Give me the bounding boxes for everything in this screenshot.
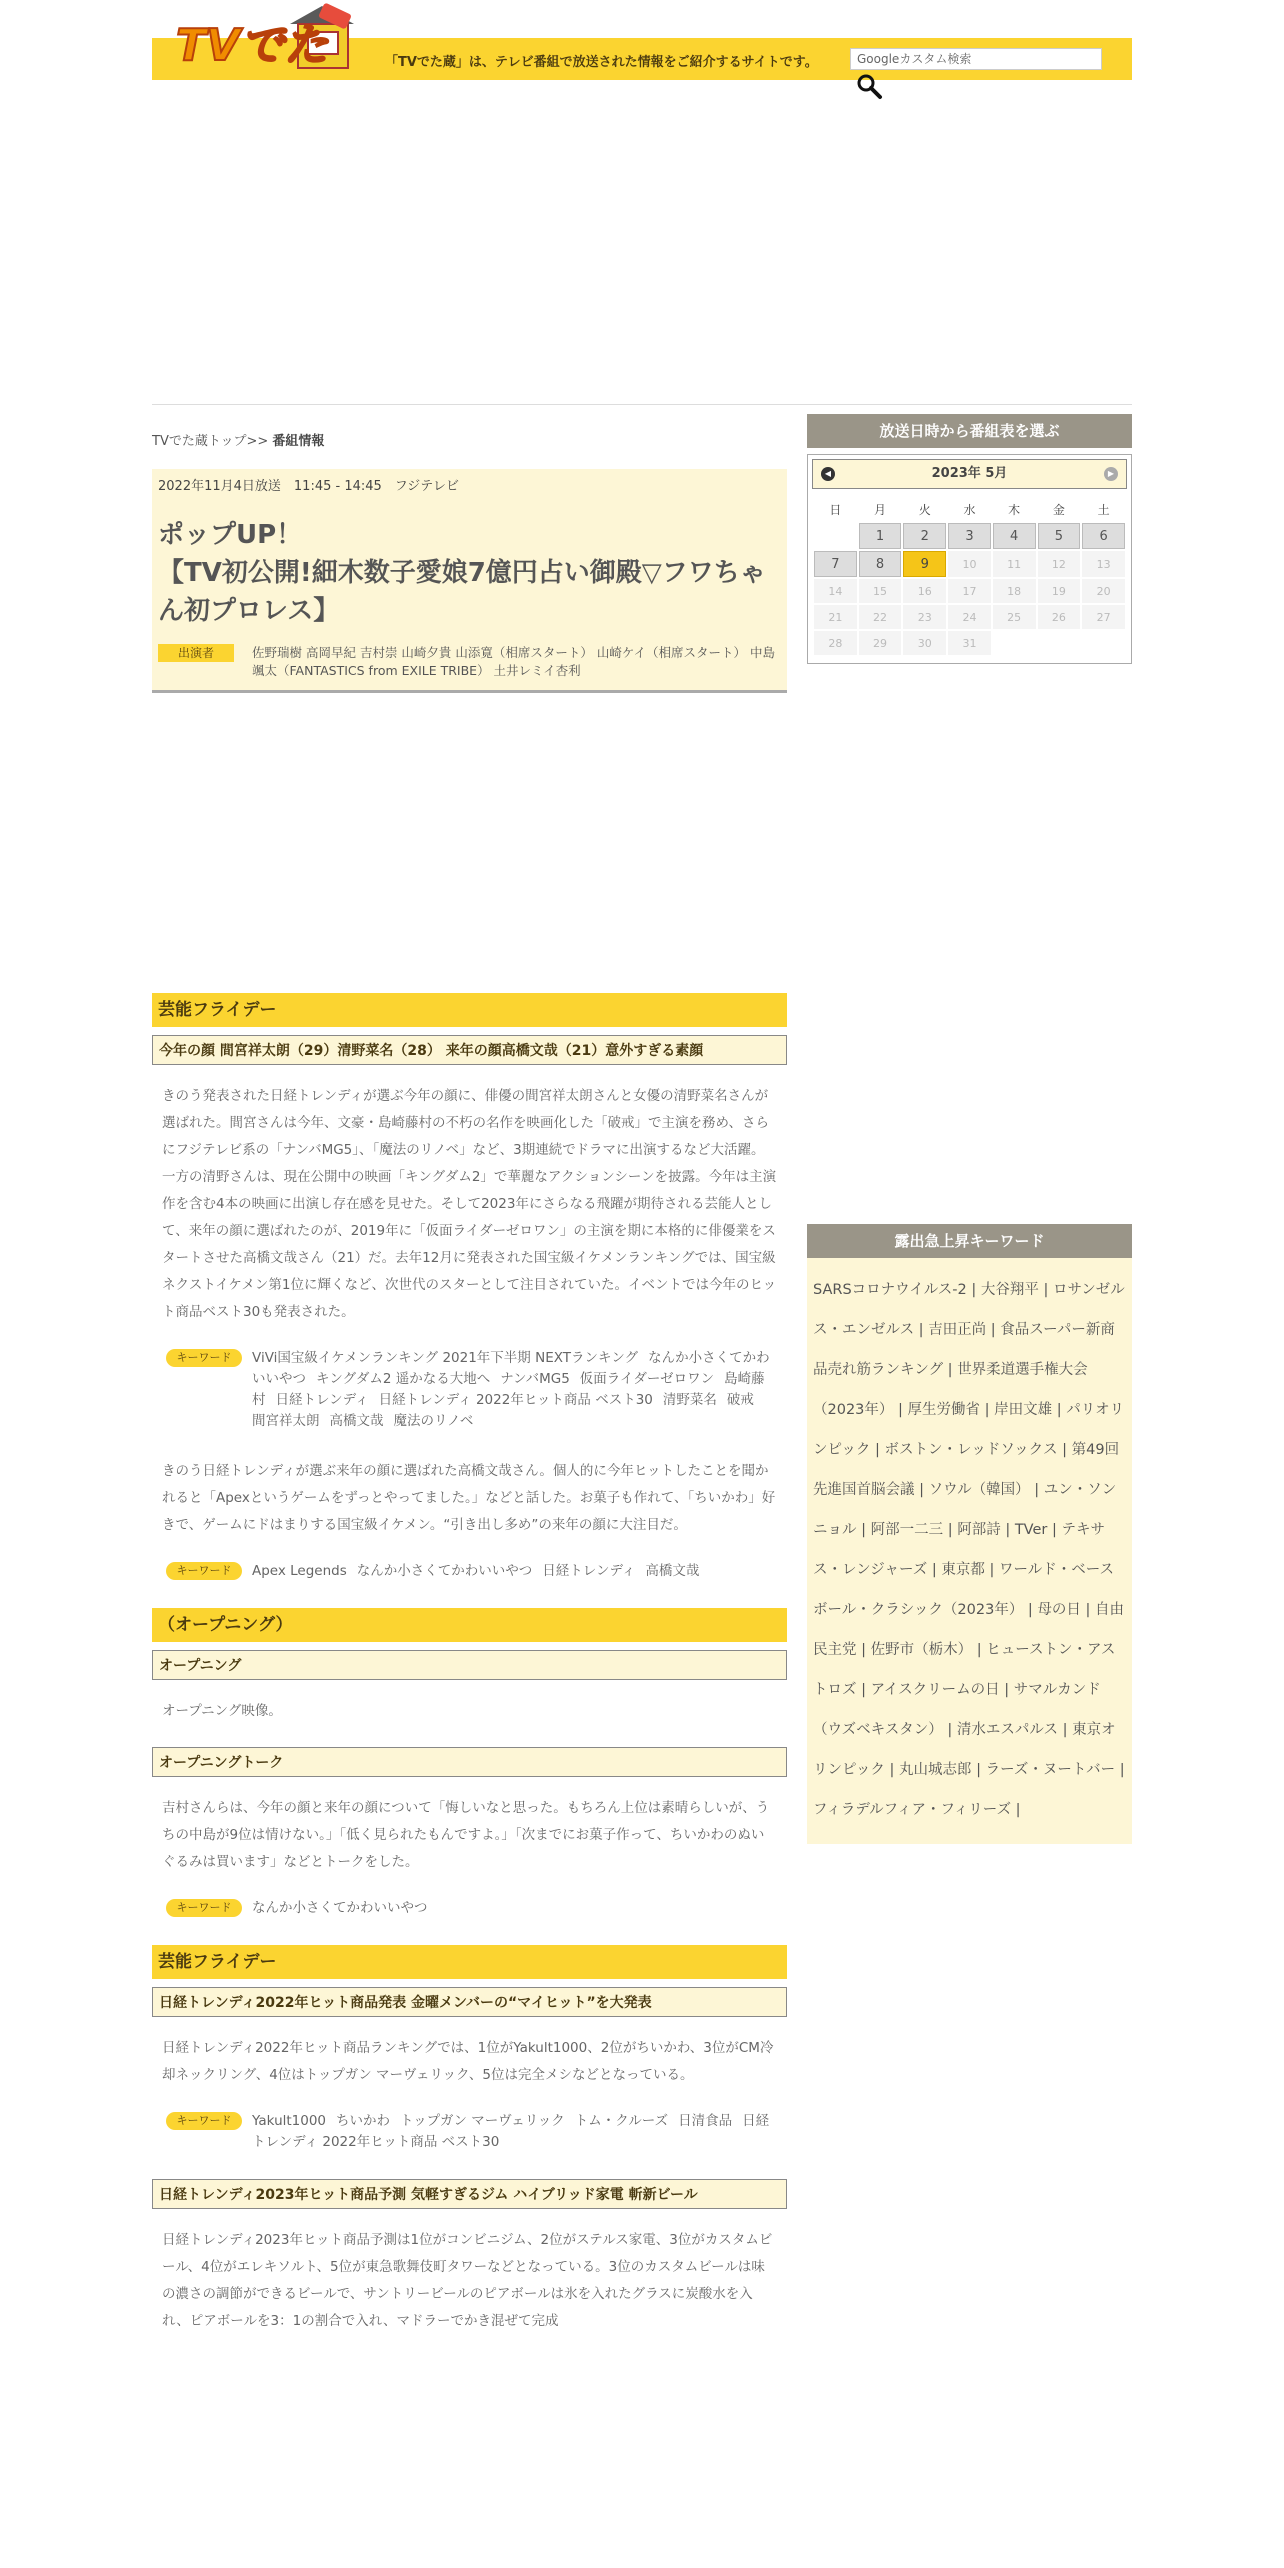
separator: | <box>966 1282 981 1298</box>
keyword-link[interactable]: 日経トレンディ <box>275 1392 369 1408</box>
weekday-label: 水 <box>963 502 976 517</box>
cast-label: 出演者 <box>158 644 234 662</box>
topic-body: きのう発表された日経トレンディが選ぶ今年の顔に、俳優の間宮祥太朗さんと女優の清野菜名さんが選ばれた。間宮さんは今年、文豪・島崎藤村の不朽の名作を映画化した「破戒」で主演を務め、さらにフジテレビ系の「ナンバMG5」、「魔法のリノベ」など、3期連続でドラマに出演するなど大活躍。一方の清野さんは、現在公開中の映画「キングダム2」で華麗なアクションシーンを披露。今年は主演作を含む4本の映画に出演し存在感を見せた。そして2023年にさらなる飛躍が期待される芸能人として、来年の顔に選ばれたのが、2019年に「仮面ライダーゼロワン」の主演を期に本格的に俳優業をスタートさせた高橋文哉さん（21）だ。去年12月に発表された国宝級イケメンランキングでは、国宝級ネクストイケメン第1位に輝くなど、次世代のスターとして注目されていた。イベントでは今年のヒット商品ベスト30も発表された。 <box>162 1088 777 1320</box>
calendar-day: 15 <box>859 579 902 603</box>
weekday-label: 日 <box>829 502 842 517</box>
trending-keyword-link[interactable]: サマルカンド（ウズベキスタン） <box>813 1682 1101 1738</box>
separator: | <box>1057 1442 1072 1458</box>
keyword-list <box>252 2111 773 2153</box>
keyword-list <box>252 1898 438 1919</box>
calendar-day: 10 <box>948 551 991 577</box>
section-title: （オープニング） <box>152 1608 787 1642</box>
separator: | <box>1057 1722 1073 1738</box>
separator: | <box>1115 1762 1125 1778</box>
calendar-day: 30 <box>903 631 946 655</box>
trending-keyword-link[interactable]: 母の日 <box>1037 1602 1081 1618</box>
calendar-day[interactable]: 8 <box>859 551 902 577</box>
weekday-label: 木 <box>1008 502 1021 517</box>
trending-keyword-link[interactable]: ボストン・レッドソックス <box>884 1442 1058 1458</box>
calendar-day: 12 <box>1038 551 1081 577</box>
calendar-day: 21 <box>814 605 857 629</box>
separator: | <box>1023 1602 1038 1618</box>
calendar-day[interactable]: 3 <box>948 523 991 549</box>
keyword-link[interactable]: トップガン マーヴェリック <box>400 2113 565 2129</box>
keyword-link[interactable]: ナンバMG5 <box>500 1371 570 1387</box>
trending-keyword-link[interactable]: TVer <box>1014 1522 1048 1538</box>
trending-keyword-link[interactable]: ユン・ソンニョル <box>813 1482 1117 1538</box>
breadcrumb <box>152 430 787 449</box>
weekday-label: 土 <box>1097 502 1110 517</box>
calendar-empty-cell <box>814 523 857 549</box>
trending-keyword-link[interactable]: テキサス・レンジャーズ <box>813 1522 1105 1578</box>
calendar-month: 2023年 5月 <box>931 466 1008 481</box>
trending-keyword-link[interactable]: ラーズ・ヌートバー <box>985 1762 1116 1778</box>
calendar-day: 16 <box>903 579 946 603</box>
topic-body: オープニング映像。 <box>162 1703 282 1719</box>
trending-keyword-link[interactable]: パリオリンピック <box>813 1402 1125 1458</box>
calendar-day: 13 <box>1082 551 1125 577</box>
prev-month-button[interactable] <box>821 467 835 481</box>
calendar-day: 23 <box>903 605 946 629</box>
keyword-badge: キーワード <box>166 1562 242 1580</box>
separator: | <box>893 1402 908 1418</box>
trending-keyword-link[interactable]: アイスクリームの日 <box>870 1682 1000 1698</box>
trending-keyword-link[interactable]: 自由民主党 <box>813 1602 1125 1658</box>
trending-keyword-link[interactable]: ヒューストン・アストロズ <box>813 1642 1116 1698</box>
keyword-link[interactable]: ViVi国宝級イケメンランキング 2021年下半期 NEXTランキング <box>252 1350 639 1366</box>
topic-title: 今年の顔 間宮祥太朗（29）清野菜名（28） 来年の顔高橋文哉（21）意外すぎる素顔 <box>152 1035 787 1065</box>
separator: | <box>1047 1522 1062 1538</box>
chevron-right-icon: ▶ <box>1107 469 1115 478</box>
calendar-day: 18 <box>993 579 1036 603</box>
topic-body: 吉村さんらは、今年の顔と来年の顔について「悔しいなと思った。もちろん上位は素晴らしいが、うちの中島が9位は情けない。」「低く見られたもんですよ。」「次までにお菓子作って、ちいかわのぬいぐるみは買います」などとトークをした。 <box>162 1800 770 1870</box>
separator: | <box>914 1482 929 1498</box>
keyword-link[interactable]: 日経トレンディ <box>542 1563 636 1579</box>
trending-keyword-link[interactable]: 岸田文雄 <box>994 1402 1053 1418</box>
search-button[interactable] <box>855 72 883 100</box>
keyword-link[interactable]: 高橋文哉 <box>329 1413 384 1429</box>
calendar-empty-cell <box>993 631 1036 655</box>
calendar-day-selected[interactable]: 9 <box>903 551 946 577</box>
calendar-day[interactable]: 5 <box>1038 523 1081 549</box>
ad-space-sidebar <box>807 664 1132 1224</box>
keyword-link[interactable]: 日経トレンディ 2022年ヒット商品 ベスト30 <box>252 2113 770 2150</box>
calendar-day: 29 <box>859 631 902 655</box>
calendar-day: 27 <box>1082 605 1125 629</box>
keyword-link[interactable]: 破戒 <box>726 1392 754 1408</box>
separator: | <box>1029 1482 1044 1498</box>
program-title <box>158 516 781 630</box>
keyword-badge: キーワード <box>166 2112 242 2130</box>
magnifier-icon <box>855 72 883 100</box>
trending-keyword-link[interactable]: 佐野市（栃木） <box>870 1642 973 1658</box>
keyword-row <box>152 1348 787 1432</box>
keyword-link[interactable]: Apex Legends <box>252 1563 347 1579</box>
chevron-left-icon: ◀ <box>824 469 832 478</box>
cast-row <box>158 644 781 680</box>
trending-keyword-link[interactable]: 厚生労働省 <box>907 1402 981 1418</box>
calendar-empty-cell <box>1038 631 1081 655</box>
site-logo[interactable] <box>170 2 360 74</box>
keyword-link[interactable]: トム・クルーズ <box>574 2113 669 2129</box>
trending-keyword-link[interactable]: 大谷翔平 <box>980 1282 1039 1298</box>
keyword-link[interactable]: なんか小さくてかわいいやつ <box>356 1563 533 1579</box>
topic-body: 日経トレンディ2022年ヒット商品ランキングでは、1位がYakult1000、2位がちいかわ、3位がCM冷却ネックリング、4位はトップガン マーヴェリック、5位は完全メシなどとなっている。 <box>162 2040 774 2083</box>
topic-title: 日経トレンディ2022年ヒット商品発表 金曜メンバーの“マイヒット”を大発表 <box>152 1987 787 2017</box>
site-tagline: 「TVでた蔵」は、テレビ番組で放送された情報をご紹介するサイトです。 <box>385 55 818 70</box>
topic-title: オープニング <box>152 1650 787 1680</box>
trending-keyword-link[interactable]: 第49回先進国首脳会議 <box>813 1442 1120 1498</box>
keyword-link[interactable]: 日清食品 <box>678 2113 733 2129</box>
calendar-grid <box>812 495 1127 657</box>
keyword-link[interactable]: 島崎藤村 <box>252 1371 765 1408</box>
calendar-day: 19 <box>1038 579 1081 603</box>
keyword-link[interactable]: なんか小さくてかわいいやつ <box>252 1350 770 1387</box>
trending-keyword-link[interactable]: フィラデルフィア・フィリーズ <box>813 1802 1012 1818</box>
trending-keyword-link[interactable]: 阿部一二三 <box>870 1522 944 1538</box>
calendar-day: 17 <box>948 579 991 603</box>
section-title: 芸能フライデー <box>152 993 787 1027</box>
keyword-badge: キーワード <box>166 1349 242 1367</box>
keyword-link[interactable]: Yakult1000 <box>252 2113 327 2129</box>
search-input[interactable] <box>850 48 1102 70</box>
calendar-day[interactable]: 7 <box>814 551 857 577</box>
separator: | <box>1038 1282 1053 1298</box>
calendar-day[interactable]: 1 <box>859 523 902 549</box>
trending-keyword-link[interactable]: 阿部詩 <box>957 1522 1001 1538</box>
keyword-list <box>252 1561 709 1582</box>
separator: | <box>1080 1602 1096 1618</box>
separator: | <box>1052 1402 1067 1418</box>
trending-keyword-link[interactable]: 食品スーパー新商品売れ筋ランキング <box>813 1322 1115 1378</box>
separator: | <box>999 1682 1014 1698</box>
calendar-day: 24 <box>948 605 991 629</box>
section-title: 芸能フライデー <box>152 1945 787 1979</box>
trending-keyword-link[interactable]: 吉田正尚 <box>928 1322 987 1338</box>
keyword-link[interactable]: 清野菜名 <box>662 1392 717 1408</box>
weekday-label: 月 <box>874 502 887 517</box>
separator: | <box>856 1682 871 1698</box>
program-title-line2: 【TV初公開!細木数子愛娘7億円占い御殿▽フワちゃん初プロレス】 <box>158 558 766 626</box>
keyword-link[interactable]: なんか小さくてかわいいやつ <box>252 1900 428 1916</box>
trending-keyword-link[interactable]: ロサンゼルス・エンゼルス <box>813 1282 1125 1338</box>
separator: | <box>942 1722 957 1738</box>
calendar-day: 25 <box>993 605 1036 629</box>
separator: | <box>984 1562 999 1578</box>
calendar-day: 28 <box>814 631 857 655</box>
keyword-link[interactable]: キングダム2 遥かなる大地へ <box>316 1371 491 1387</box>
keyword-link[interactable]: 魔法のリノベ <box>393 1413 474 1429</box>
svg-text:TVでた: TVでた <box>176 20 329 71</box>
topic-title: 日経トレンディ2023年ヒット商品予測 気軽すぎるジム ハイブリッド家電 斬新ビール <box>152 2179 787 2209</box>
trending-keywords <box>807 1258 1132 1844</box>
separator: | <box>980 1402 995 1418</box>
separator: | <box>856 1522 871 1538</box>
separator: | <box>914 1322 929 1338</box>
ad-space-top <box>152 100 1132 400</box>
topic-body: きのう日経トレンディが選ぶ来年の顔に選ばれた高橋文哉さん。個人的に今年ヒットしたことを聞かれると「Apexというゲームをずっとやってました。」などと話した。お菓子も作れて、「ちいかわ」好きで、ゲームにドはまりする国宝級イケメン。“引き出し多め”の来年の顔に大注目だ。 <box>162 1463 776 1533</box>
separator: | <box>986 1322 1001 1338</box>
keyword-row <box>152 1561 787 1582</box>
calendar-day: 20 <box>1082 579 1125 603</box>
trending-title: 露出急上昇キーワード <box>807 1224 1132 1258</box>
breadcrumb-home-link[interactable]: TVでた蔵トップ>> <box>152 434 269 449</box>
calendar-day: 11 <box>993 551 1036 577</box>
separator: | <box>856 1642 871 1658</box>
keyword-link[interactable]: 仮面ライダーゼロワン <box>579 1371 715 1387</box>
trending-keyword-link[interactable]: ワールド・ベースボール・クラシック（2023年） <box>813 1562 1114 1618</box>
sidebar <box>807 414 1132 1844</box>
keyword-badge: キーワード <box>166 1899 242 1917</box>
main-column <box>152 420 787 2357</box>
trending-keyword-link[interactable]: SARSコロナウイルス-2 <box>813 1282 967 1298</box>
separator: | <box>870 1442 885 1458</box>
keyword-row <box>152 1898 787 1919</box>
calendar-header <box>812 459 1127 489</box>
trending-keyword-link[interactable]: 東京都 <box>941 1562 985 1578</box>
keyword-link[interactable]: ちいかわ <box>336 2113 391 2129</box>
keyword-link[interactable]: 高橋文哉 <box>645 1563 700 1579</box>
broadcast-calendar <box>807 454 1132 664</box>
separator: | <box>884 1762 900 1778</box>
trending-keyword-link[interactable]: 清水エスパルス <box>956 1722 1058 1738</box>
broadcast-info: 2022年11月4日放送 11:45 - 14:45 フジテレビ <box>158 479 460 494</box>
topic-body: 日経トレンディ2023年ヒット商品予測は1位がコンビニジム、2位がステルス家電、3位がカスタムビール、4位がエレキソルト、5位が東急歌舞伎町タワーなどとなっている。3位のカスタムビールは味の濃さの調節ができるビールで、サントリービールのピアボールは氷を入れたグラスに炭酸水を入れ、ピアボールを3：1の割合で入れ、マドラーでかき混ぜて完成 <box>162 2232 773 2329</box>
trending-keyword-link[interactable]: 東京オリンピック <box>813 1722 1116 1778</box>
program-title-line1: ポップUP！ <box>158 520 303 550</box>
header-divider <box>152 404 1132 405</box>
calendar-day: 26 <box>1038 605 1081 629</box>
calendar-empty-cell <box>1082 631 1125 655</box>
calendar-title: 放送日時から番組表を選ぶ <box>807 414 1132 448</box>
ad-space-middle <box>152 693 787 993</box>
weekday-label: 火 <box>918 502 931 517</box>
breadcrumb-current: 番組情報 <box>272 434 325 449</box>
separator: | <box>972 1642 987 1658</box>
keyword-link[interactable]: 日経トレンディ 2022年ヒット商品 ベスト30 <box>378 1392 653 1408</box>
calendar-day: 31 <box>948 631 991 655</box>
weekday-label: 金 <box>1052 502 1065 517</box>
calendar-day[interactable]: 2 <box>903 523 946 549</box>
separator: | <box>1000 1522 1015 1538</box>
keyword-link[interactable]: 間宮祥太朗 <box>252 1413 320 1429</box>
trending-keyword-link[interactable]: 丸山城志郎 <box>899 1762 972 1778</box>
calendar-day: 22 <box>859 605 902 629</box>
calendar-day[interactable]: 4 <box>993 523 1036 549</box>
separator: | <box>943 1362 958 1378</box>
trending-keyword-link[interactable]: 世界柔道選手権大会（2023年） <box>813 1362 1088 1418</box>
next-month-button[interactable] <box>1104 467 1118 481</box>
program-header <box>152 469 787 693</box>
program-sections <box>152 993 787 2335</box>
trending-keyword-link[interactable]: ソウル（韓国） <box>928 1482 1030 1498</box>
separator: | <box>1011 1802 1021 1818</box>
separator: | <box>943 1522 958 1538</box>
cast-names[interactable]: 佐野瑞樹 高岡早紀 吉村崇 山崎夕貴 山添寛（相席スタート） 山崎ケイ（相席スタート） 中島颯太（FANTASTICS from EXILE TRIBE） 土井レミイ杏利 <box>252 645 775 678</box>
calendar-day[interactable]: 6 <box>1082 523 1125 549</box>
keyword-row <box>152 2111 787 2153</box>
separator: | <box>927 1562 942 1578</box>
topic-title: オープニングトーク <box>152 1747 787 1777</box>
separator: | <box>971 1762 986 1778</box>
calendar-day: 14 <box>814 579 857 603</box>
keyword-list <box>252 1348 773 1432</box>
